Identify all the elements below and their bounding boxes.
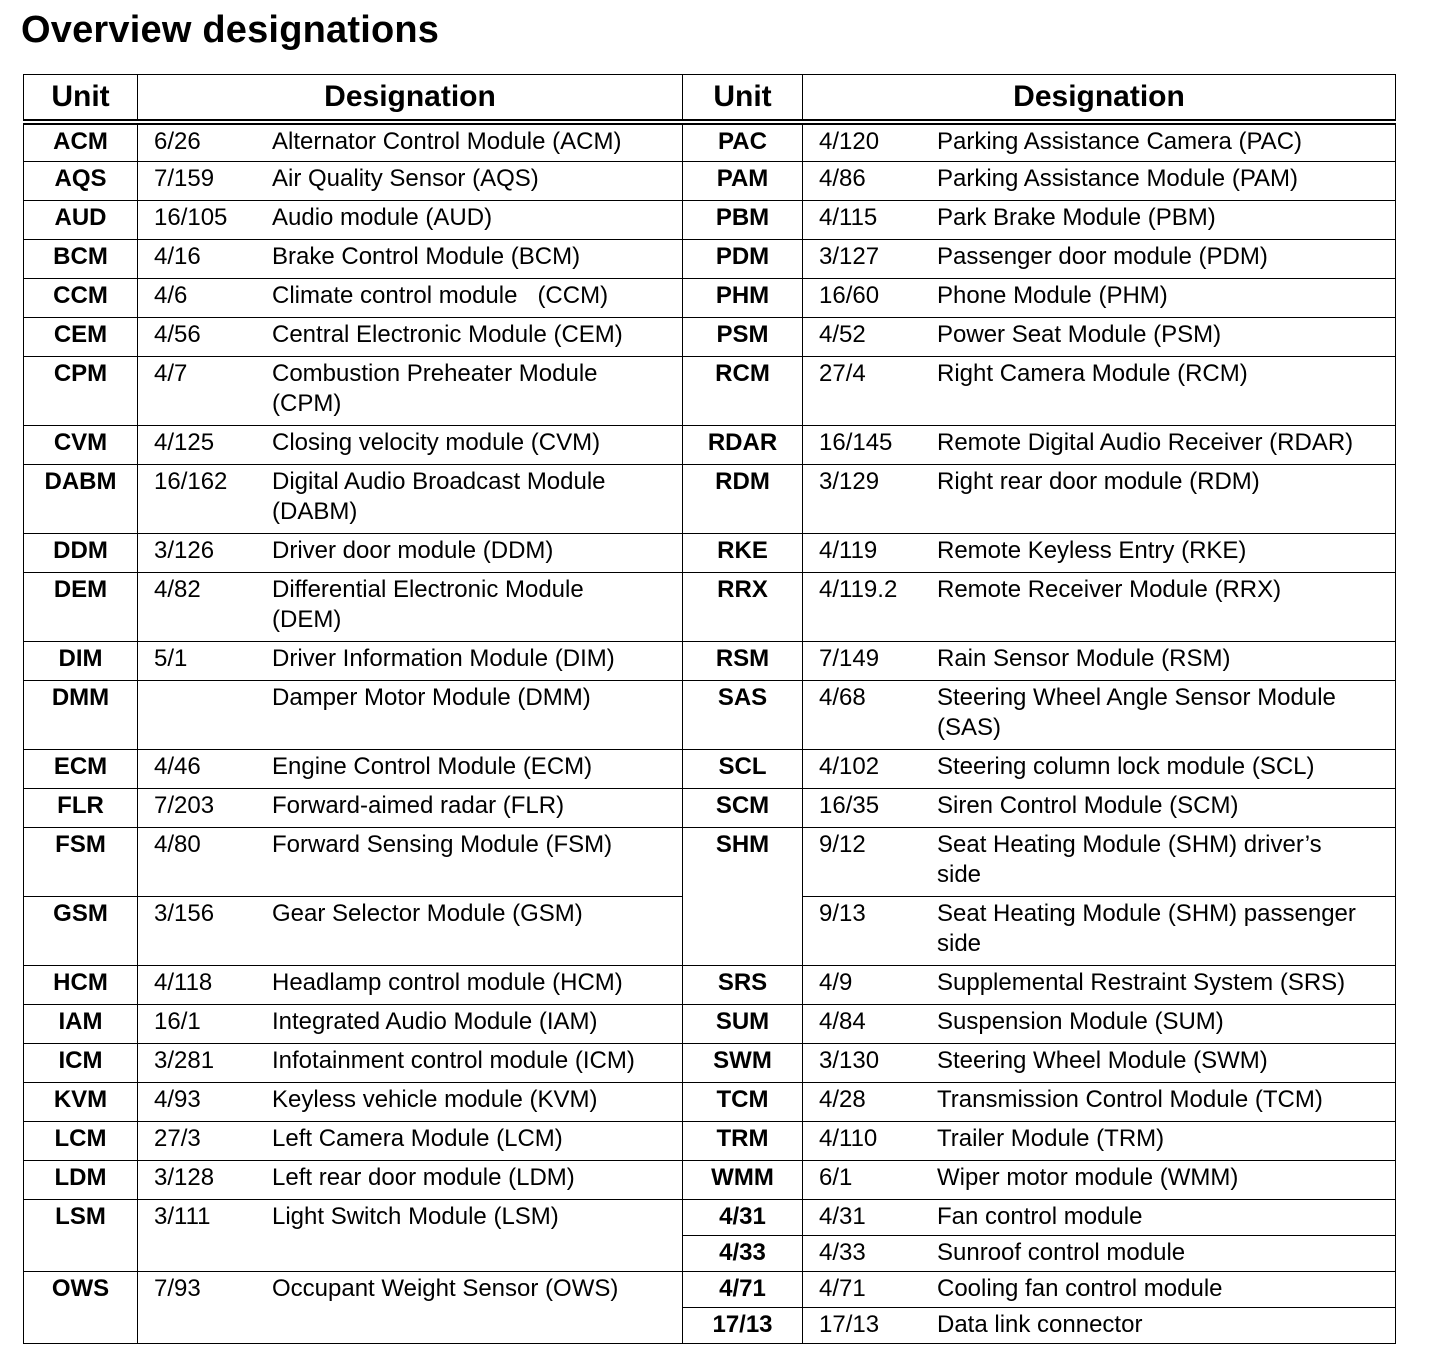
unit-number: 3/126	[154, 536, 215, 564]
unit-number: 6/1	[819, 1163, 853, 1191]
unit-number: 4/115	[819, 203, 878, 231]
designation-cell	[138, 641, 683, 680]
unit-code: 4/33	[683, 1235, 803, 1271]
designation-cell	[803, 122, 1396, 161]
unit-description: Light Switch Module (LSM)	[272, 1202, 559, 1230]
unit-description: Brake Control Module (BCM)	[272, 242, 581, 270]
unit-description: Combustion Preheater Module (CPM)	[272, 359, 598, 417]
unit-code: BCM	[24, 239, 138, 278]
unit-code: 4/31	[683, 1199, 803, 1235]
unit-number: 27/4	[819, 359, 866, 387]
designation-header: Designation	[138, 75, 683, 123]
designation-cell	[803, 425, 1396, 464]
unit-description: Cooling fan control module	[937, 1274, 1223, 1302]
unit-number: 4/119.2	[819, 575, 898, 603]
unit-code: CCM	[24, 278, 138, 317]
unit-code: AUD	[24, 200, 138, 239]
designation-cell	[803, 641, 1396, 680]
unit-number: 17/13	[819, 1310, 880, 1338]
unit-description: Alternator Control Module (ACM)	[272, 128, 622, 155]
table-row	[24, 533, 1396, 572]
unit-number: 4/46	[154, 752, 201, 780]
unit-code: DIM	[24, 641, 138, 680]
table-row	[24, 278, 1396, 317]
unit-description: Phone Module (PHM)	[937, 281, 1168, 309]
unit-code: LDM	[24, 1160, 138, 1199]
unit-code: DABM	[24, 464, 138, 533]
unit-code: ACM	[24, 122, 138, 161]
designation-cell	[803, 1199, 1396, 1235]
unit-description: Right Camera Module (RCM)	[937, 359, 1248, 387]
unit-description: Remote Keyless Entry (RKE)	[937, 536, 1247, 564]
unit-code: TCM	[683, 1082, 803, 1121]
unit-description: Infotainment control module (ICM)	[272, 1046, 635, 1074]
unit-description: Steering Wheel Module (SWM)	[937, 1046, 1268, 1074]
designation-cell	[138, 1043, 683, 1082]
unit-number: 4/84	[819, 1007, 866, 1035]
designation-table	[23, 74, 1396, 1344]
unit-description: Closing velocity module (CVM)	[272, 428, 601, 456]
designation-cell	[803, 1160, 1396, 1199]
unit-number: 7/203	[154, 791, 215, 819]
designation-cell	[138, 749, 683, 788]
unit-code: RRX	[683, 572, 803, 641]
designation-cell	[803, 680, 1396, 749]
unit-number: 4/125	[154, 428, 215, 456]
unit-number: 9/12	[819, 830, 866, 858]
designation-cell	[138, 317, 683, 356]
designation-cell	[803, 239, 1396, 278]
unit-code: RDAR	[683, 425, 803, 464]
unit-description: Integrated Audio Module (IAM)	[272, 1007, 598, 1035]
unit-number: 4/68	[819, 683, 866, 711]
unit-description: Climate control module (CCM)	[272, 281, 609, 309]
designation-header: Designation	[803, 75, 1396, 123]
unit-description: Driver door module (DDM)	[272, 536, 554, 564]
unit-number: 16/162	[154, 467, 228, 495]
unit-number: 6/26	[154, 128, 201, 155]
unit-description: Occupant Weight Sensor (OWS)	[272, 1274, 619, 1302]
designation-cell	[138, 1121, 683, 1160]
designation-cell	[138, 1199, 683, 1271]
unit-number: 4/6	[154, 281, 188, 309]
unit-code: RCM	[683, 356, 803, 425]
table-row	[24, 200, 1396, 239]
unit-number: 4/52	[819, 320, 866, 348]
unit-code: SHM	[683, 827, 803, 965]
unit-description: Fan control module	[937, 1202, 1143, 1230]
unit-description: Transmission Control Module (TCM)	[937, 1085, 1323, 1113]
table-row	[24, 1160, 1396, 1199]
table-row	[24, 1199, 1396, 1235]
unit-number: 7/93	[154, 1274, 201, 1302]
unit-number: 4/119	[819, 536, 878, 564]
unit-code: FLR	[24, 788, 138, 827]
unit-description: Remote Digital Audio Receiver (RDAR)	[937, 428, 1354, 456]
unit-code: FSM	[24, 827, 138, 896]
unit-number: 4/31	[819, 1202, 866, 1230]
designation-cell	[803, 278, 1396, 317]
unit-number: 4/71	[819, 1274, 866, 1302]
unit-number: 4/93	[154, 1085, 201, 1113]
unit-code: ECM	[24, 749, 138, 788]
unit-code: SAS	[683, 680, 803, 749]
unit-number: 7/149	[819, 644, 880, 672]
unit-number: 4/80	[154, 830, 201, 858]
designation-cell	[803, 1235, 1396, 1271]
unit-description: Left rear door module (LDM)	[272, 1163, 575, 1191]
unit-code: LSM	[24, 1199, 138, 1271]
table-row	[24, 239, 1396, 278]
unit-description: Forward-aimed radar (FLR)	[272, 791, 565, 819]
unit-code: KVM	[24, 1082, 138, 1121]
unit-number: 27/3	[154, 1124, 201, 1152]
unit-number: 4/102	[819, 752, 880, 780]
unit-code: LCM	[24, 1121, 138, 1160]
unit-description: Steering column lock module (SCL)	[937, 752, 1315, 780]
unit-code: RKE	[683, 533, 803, 572]
table-row	[24, 425, 1396, 464]
designation-cell	[803, 533, 1396, 572]
table-row	[24, 1043, 1396, 1082]
unit-number: 4/118	[154, 968, 213, 996]
designation-cell	[138, 200, 683, 239]
unit-description: Siren Control Module (SCM)	[937, 791, 1239, 819]
unit-code: SCL	[683, 749, 803, 788]
unit-number: 3/156	[154, 899, 215, 927]
designation-cell	[138, 425, 683, 464]
designation-cell	[138, 278, 683, 317]
unit-number: 16/105	[154, 203, 228, 231]
unit-code: RSM	[683, 641, 803, 680]
unit-code: OWS	[24, 1271, 138, 1343]
unit-number: 16/35	[819, 791, 880, 819]
unit-number: 3/128	[154, 1163, 215, 1191]
unit-code: WMM	[683, 1160, 803, 1199]
designation-cell	[803, 1271, 1396, 1307]
table-row	[24, 680, 1396, 749]
unit-number: 3/281	[154, 1046, 215, 1074]
unit-code: CEM	[24, 317, 138, 356]
unit-code: RDM	[683, 464, 803, 533]
unit-description: Park Brake Module (PBM)	[937, 203, 1216, 231]
unit-number: 16/145	[819, 428, 893, 456]
designation-cell	[138, 1160, 683, 1199]
designation-cell	[803, 827, 1396, 896]
table-row	[24, 1082, 1396, 1121]
designation-cell	[138, 1004, 683, 1043]
unit-number: 7/159	[154, 164, 215, 192]
unit-description: Seat Heating Module (SHM) driver’s side	[937, 830, 1322, 888]
designation-cell	[803, 317, 1396, 356]
unit-number	[154, 683, 272, 713]
table-row	[24, 122, 1396, 161]
unit-number: 4/9	[819, 968, 853, 996]
table-row	[24, 356, 1396, 425]
designation-cell	[138, 239, 683, 278]
designation-cell	[803, 1082, 1396, 1121]
designation-cell	[138, 122, 683, 161]
designation-cell	[803, 788, 1396, 827]
designation-cell	[803, 356, 1396, 425]
unit-description: Seat Heating Module (SHM) passenger side	[937, 899, 1356, 957]
unit-description: Steering Wheel Angle Sensor Module (SAS)	[937, 683, 1336, 741]
unit-description: Damper Motor Module (DMM)	[272, 683, 591, 711]
unit-number: 4/28	[819, 1085, 866, 1113]
unit-number: 4/16	[154, 242, 201, 270]
unit-number: 9/13	[819, 899, 866, 927]
table-row	[24, 641, 1396, 680]
unit-description: Forward Sensing Module (FSM)	[272, 830, 613, 858]
table-row	[24, 464, 1396, 533]
designation-cell	[138, 572, 683, 641]
unit-code: CPM	[24, 356, 138, 425]
header-row	[24, 75, 1396, 123]
unit-number: 4/7	[154, 359, 188, 387]
unit-description: Left Camera Module (LCM)	[272, 1124, 563, 1152]
designation-cell	[138, 788, 683, 827]
designation-cell	[138, 161, 683, 200]
unit-code: PAM	[683, 161, 803, 200]
unit-code: SWM	[683, 1043, 803, 1082]
unit-description: Headlamp control module (HCM)	[272, 968, 623, 996]
unit-code: HCM	[24, 965, 138, 1004]
unit-number: 3/129	[819, 467, 880, 495]
table-row	[24, 749, 1396, 788]
table-row	[24, 317, 1396, 356]
unit-code: DDM	[24, 533, 138, 572]
designation-cell	[803, 161, 1396, 200]
unit-description: Trailer Module (TRM)	[937, 1124, 1165, 1152]
designation-cell	[803, 1307, 1396, 1343]
table-row	[24, 827, 1396, 896]
unit-description: Digital Audio Broadcast Module (DABM)	[272, 467, 606, 525]
unit-code: TRM	[683, 1121, 803, 1160]
unit-number: 4/82	[154, 575, 201, 603]
unit-code: IAM	[24, 1004, 138, 1043]
unit-description: Central Electronic Module (CEM)	[272, 320, 623, 348]
unit-code: ICM	[24, 1043, 138, 1082]
unit-description: Rain Sensor Module (RSM)	[937, 644, 1231, 672]
table-row	[24, 161, 1396, 200]
unit-number: 3/130	[819, 1046, 880, 1074]
designation-cell	[138, 356, 683, 425]
designation-cell	[803, 572, 1396, 641]
unit-description: Differential Electronic Module (DEM)	[272, 575, 584, 633]
unit-number: 4/110	[819, 1124, 878, 1152]
unit-code: SRS	[683, 965, 803, 1004]
unit-number: 16/60	[819, 281, 880, 309]
unit-number: 16/1	[154, 1007, 201, 1035]
designation-cell	[138, 827, 683, 896]
unit-code: PBM	[683, 200, 803, 239]
unit-description: Sunroof control module	[937, 1238, 1186, 1266]
unit-number: 3/111	[154, 1202, 211, 1230]
unit-code: GSM	[24, 896, 138, 965]
designation-cell	[138, 680, 683, 749]
designation-cell	[803, 200, 1396, 239]
unit-code: SCM	[683, 788, 803, 827]
designation-cell	[138, 896, 683, 965]
unit-description: Remote Receiver Module (RRX)	[937, 575, 1282, 603]
table-body	[24, 122, 1396, 1343]
unit-description: Parking Assistance Camera (PAC)	[937, 128, 1303, 155]
unit-code: 17/13	[683, 1307, 803, 1343]
designation-cell	[803, 1004, 1396, 1043]
unit-description: Engine Control Module (ECM)	[272, 752, 593, 780]
page-title: Overview designations	[21, 9, 440, 51]
designation-cell	[803, 749, 1396, 788]
designation-cell	[803, 1121, 1396, 1160]
unit-code: SUM	[683, 1004, 803, 1043]
unit-code: PHM	[683, 278, 803, 317]
table-row	[24, 1121, 1396, 1160]
designation-cell	[803, 896, 1396, 965]
designation-cell	[138, 965, 683, 1004]
unit-description: Power Seat Module (PSM)	[937, 320, 1222, 348]
designation-cell	[803, 1043, 1396, 1082]
designation-cell	[138, 1271, 683, 1343]
designation-cell	[138, 533, 683, 572]
table-row	[24, 788, 1396, 827]
unit-description: Supplemental Restraint System (SRS)	[937, 968, 1346, 996]
unit-description: Gear Selector Module (GSM)	[272, 899, 583, 927]
unit-description: Driver Information Module (DIM)	[272, 644, 615, 672]
unit-number: 4/56	[154, 320, 201, 348]
unit-description: Data link connector	[937, 1310, 1143, 1338]
unit-number: 4/120	[819, 128, 880, 155]
unit-description: Suspension Module (SUM)	[937, 1007, 1224, 1035]
unit-code: CVM	[24, 425, 138, 464]
table-row	[24, 572, 1396, 641]
unit-code: DMM	[24, 680, 138, 749]
unit-code: AQS	[24, 161, 138, 200]
designation-cell	[138, 1082, 683, 1121]
unit-description: Keyless vehicle module (KVM)	[272, 1085, 598, 1113]
unit-description: Wiper motor module (WMM)	[937, 1163, 1239, 1191]
unit-code: PDM	[683, 239, 803, 278]
designation-cell	[138, 464, 683, 533]
unit-number: 4/33	[819, 1238, 866, 1266]
unit-description: Parking Assistance Module (PAM)	[937, 164, 1299, 192]
unit-description: Passenger door module (PDM)	[937, 242, 1268, 270]
designation-cell	[803, 965, 1396, 1004]
unit-description: Air Quality Sensor (AQS)	[272, 164, 539, 192]
table-row	[24, 1004, 1396, 1043]
unit-code: 4/71	[683, 1271, 803, 1307]
table-row	[24, 1271, 1396, 1307]
unit-code: PAC	[683, 122, 803, 161]
designation-cell	[803, 464, 1396, 533]
unit-number: 4/86	[819, 164, 866, 192]
unit-number: 5/1	[154, 644, 188, 672]
unit-header: Unit	[24, 75, 138, 123]
unit-code: DEM	[24, 572, 138, 641]
table-row	[24, 965, 1396, 1004]
unit-header: Unit	[683, 75, 803, 123]
unit-description: Right rear door module (RDM)	[937, 467, 1260, 495]
unit-description: Audio module (AUD)	[272, 203, 493, 231]
unit-code: PSM	[683, 317, 803, 356]
unit-number: 3/127	[819, 242, 880, 270]
